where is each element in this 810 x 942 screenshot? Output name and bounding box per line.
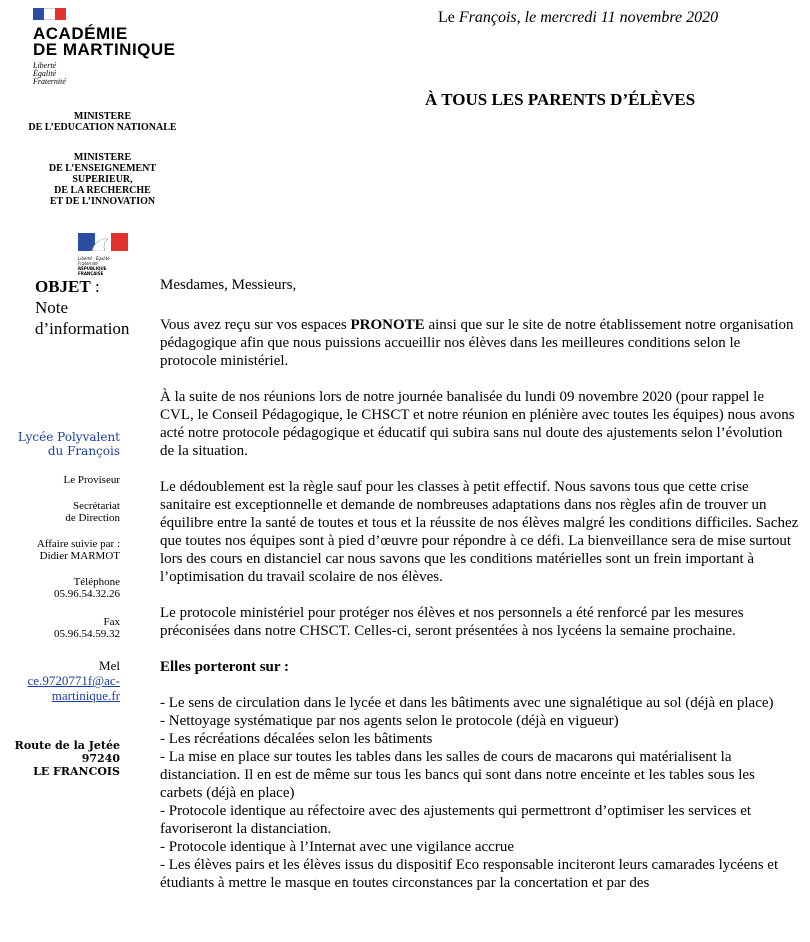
academy-flag-logo	[33, 8, 66, 20]
letter-body	[160, 276, 800, 892]
list-item: - Les élèves pairs et les élèves issus du dispositif Eco responsable inciteront leurs camarades lycéens et étudiants à mettre le masque en toutes circonstances par la concertation et par des	[160, 857, 779, 891]
list-item: - Le sens de circulation dans le lycée et dans les bâtiments avec une signalétique au sol (déjà en place)	[160, 695, 774, 711]
list-item: - Nettoyage systématique par nos agents selon le protocole (déjà en vigueur)	[160, 713, 619, 729]
marianne-flag-icon	[78, 233, 128, 251]
address: Route de la Jetée 97240 LE FRANCOIS	[14, 739, 120, 778]
list-heading: Elles porteront sur :	[160, 659, 290, 675]
email-link[interactable]: ce.9720771f@ac- martinique.fr	[27, 673, 120, 703]
objet-text-1: Note	[35, 298, 69, 317]
list-item: - Protocole identique à l’Internat avec une vigilance accrue	[160, 839, 514, 855]
letter-title: À TOUS LES PARENTS D’ÉLÈVES	[425, 90, 696, 109]
school-name: Lycée Polyvalent du François	[17, 430, 120, 458]
list-item: - Protocole identique au réfectoire avec des ajustements qui permettront d’optimiser les services et favoriseront la distanciation.	[160, 803, 752, 837]
ministry-education: MINISTERE DE L’EDUCATION NATIONALE	[28, 111, 177, 133]
affaire-suivie: Affaire suivie par : Didier MARMOT	[36, 538, 120, 562]
paragraph-2: À la suite de nos réunions lors de notre journée banalisée du lundi 09 novembre 2020 (pour rappel le CVL, le Conseil Pédagogique, le CHSCT et notre réunion en plénière avec toutes les équipes) nous avons acté notre protocole pédagogique et éducatif qui subira sans nul doute des ajustements selon l’évolution de la situation.	[160, 389, 795, 459]
telephone: Téléphone 05.96.54.32.26	[54, 576, 120, 600]
fax: Fax 05.96.54.59.32	[54, 616, 120, 640]
mel-label: Mel	[99, 658, 120, 673]
academy-line-2: DE MARTINIQUE	[33, 40, 176, 59]
list-item: - La mise en place sur toutes les tables dans les salles de cours de macarons qui matérialisent la distanciation. Il en est de même sur tous les bancs qui sont dans notre enceinte et les tables sous les carbets (déjà en place)	[160, 749, 755, 801]
academy-motto: Liberté Égalité Fraternité	[33, 61, 66, 86]
objet-block: OBJET : Note d’information	[35, 277, 130, 338]
objet-text-2: d’information	[35, 319, 130, 338]
salutation: Mesdames, Messieurs,	[160, 277, 297, 293]
ministry-higher-education: MINISTERE DE L’ENSEIGNEMENT SUPERIEUR, DE LA RECHERCHE ET DE L’INNOVATION	[48, 152, 157, 207]
academy-line-1: ACADÉMIE	[33, 24, 128, 43]
secretariat: Secrétariat de Direction	[65, 500, 120, 524]
paragraph-3: Le dédoublement est la règle sauf pour les classes à petit effectif. Nous savons tous que cette crise sanitaire est exceptionnelle et demande de nombreuses adaptations dans nos règles afin de trouver un équilibre entre la santé de toutes et tous et la réussite de nos élèves malgré les conditions difficiles. Sachez que toutes nos équipes sont à pied d’œuvre pour répondre à ce défi. La bienveillance sera de mise surtout lors des cours en distanciel car nous savons que les conditions matérielles sont un frein important à l’optimisation du travail scolaire de nos élèves.	[160, 479, 799, 585]
proviseur: Le Proviseur	[63, 474, 120, 486]
objet-label: OBJET	[35, 277, 91, 296]
list-item: - Les récréations décalées selon les bâtiments	[160, 731, 433, 747]
republic-logo: Liberté · Égalité · Fraternité RÉPUBLIQUE FRANÇAISE	[78, 233, 130, 276]
measures-list	[160, 694, 800, 892]
academy-name	[33, 26, 176, 58]
paragraph-4: Le protocole ministériel pour protéger nos élèves et nos personnels a été renforcé par les mesures préconisées dans notre CHSCT. Celles-ci, seront présentées à nos lycéens la semaine prochaine.	[160, 605, 744, 639]
letter-date: Le François, le mercredi 11 novembre 2020	[438, 9, 719, 26]
paragraph-1: Vous avez reçu sur vos espaces PRONOTE ainsi que sur le site de notre établissement notre organisation pédagogique afin que nous puissions accueillir nos élèves dans les meilleures conditions selon le protocole ministériel.	[160, 317, 794, 369]
